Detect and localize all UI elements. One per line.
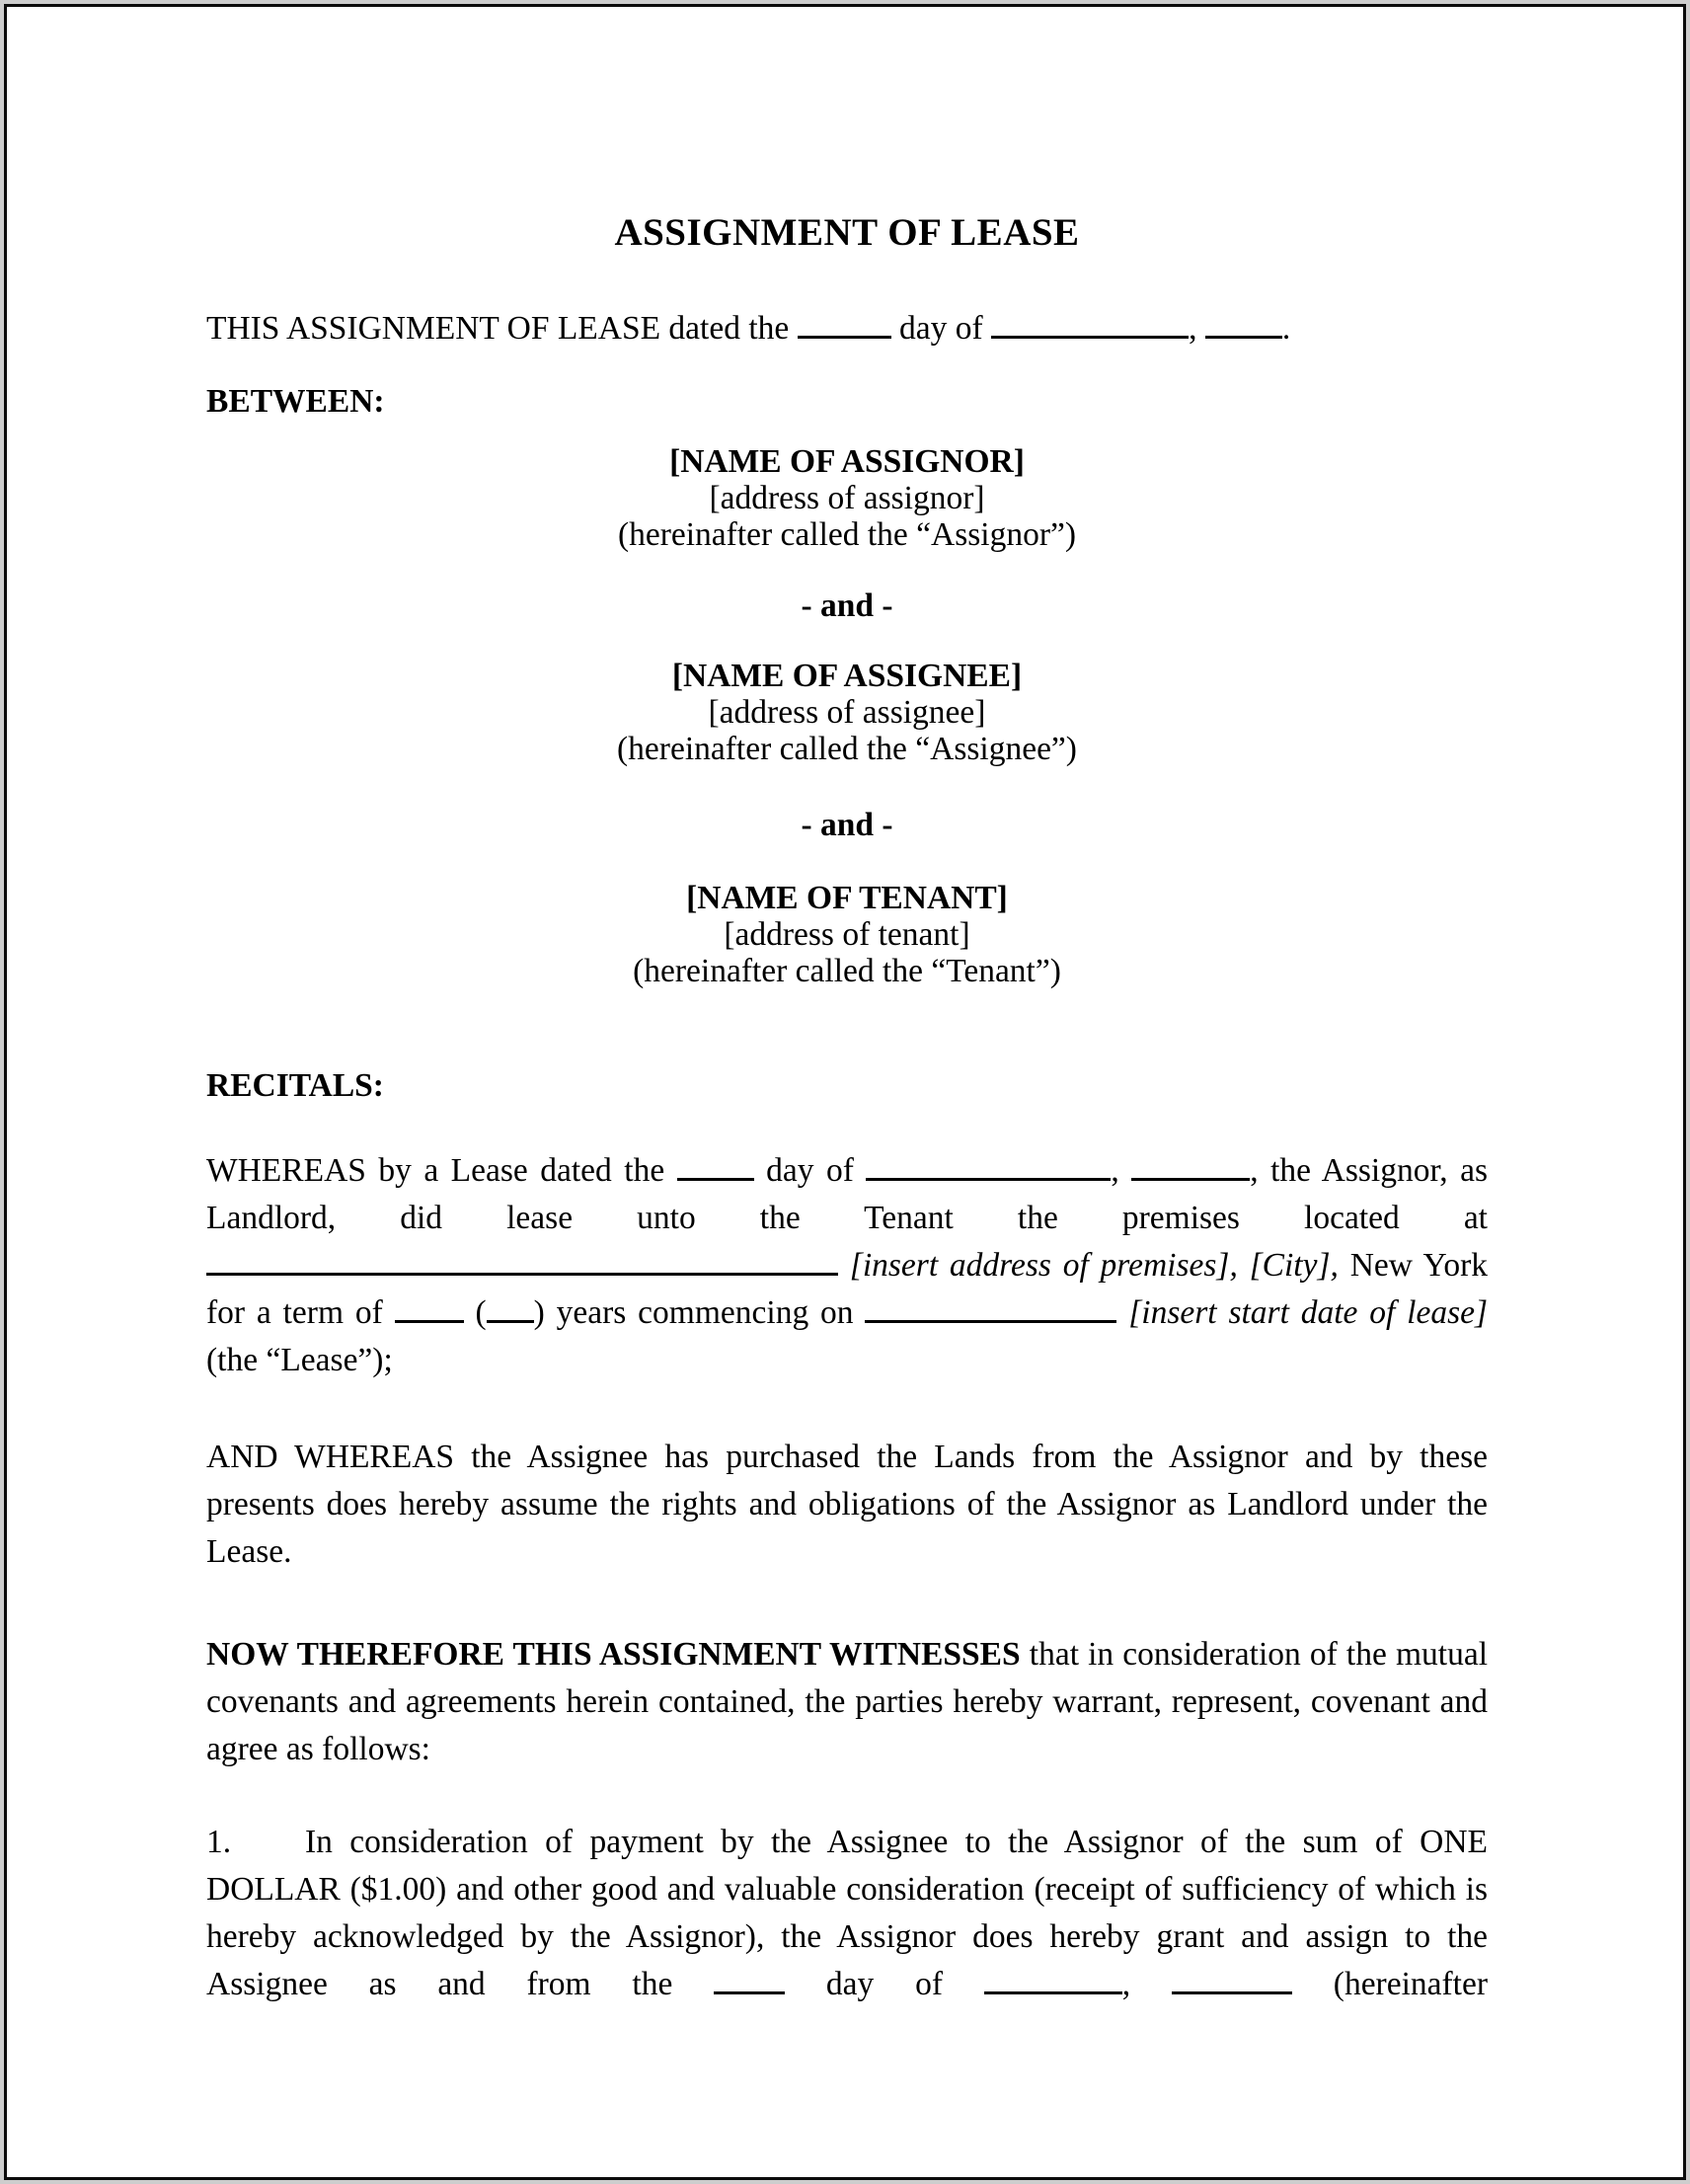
blank-line [714, 1961, 785, 1994]
text-run [838, 1247, 850, 1284]
blank-line [798, 305, 891, 339]
text-run: In consideration of payment by the Assignee to the Assignor of the sum of ONE DOLLAR ($1.00) and other good and valuable consideration (receipt of sufficiency of which is hereby acknowledged by the Assignor), the Assignor does hereby grant and assign to the Assignee as and from the [206, 1823, 1488, 2002]
blank-line [865, 1289, 1116, 1323]
assignor-hereinafter: (hereinafter called the “Assignor”) [617, 516, 1077, 553]
blank-line [1131, 1147, 1250, 1181]
blank-line [866, 1147, 1111, 1181]
clause-number: 1. [206, 1823, 232, 1860]
tenant-block [206, 880, 1488, 989]
text-run: day of [785, 1965, 984, 2002]
text-run: [insert address of premises], [City], [849, 1246, 1339, 1284]
page-border [4, 4, 1686, 2180]
blank-line [1172, 1961, 1292, 1994]
text-run: [insert start date of lease] [1128, 1293, 1489, 1331]
text-run [1116, 1294, 1128, 1331]
recitals-heading: RECITALS: [206, 1066, 384, 1104]
blank-line [395, 1289, 464, 1323]
assignee-address: [address of assignee] [708, 693, 986, 731]
text-run: (hereinafter [1291, 1965, 1488, 2002]
assignor-name: [NAME OF ASSIGNOR] [669, 443, 1025, 480]
assignee-name: [NAME OF ASSIGNEE] [671, 657, 1023, 694]
blank-line [984, 1961, 1122, 1994]
blank-line [677, 1147, 754, 1181]
text-run: , [1121, 1965, 1172, 2002]
and-separator-1: - and - [801, 587, 893, 624]
text-run: ) years commencing on [533, 1293, 866, 1331]
text-run: ( [463, 1293, 487, 1331]
blank-line [991, 305, 1189, 339]
between-label: BETWEEN: [206, 383, 385, 420]
and-whereas-clause [206, 1434, 1488, 1576]
text-run: THIS ASSIGNMENT OF LEASE dated the [206, 310, 798, 347]
blank-line [1205, 305, 1282, 339]
text-run: WHEREAS by a Lease dated the [206, 1151, 677, 1189]
text-run: . [1281, 310, 1291, 347]
assignee-block [206, 658, 1488, 767]
intro-clause [206, 305, 1488, 352]
blank-line [206, 1242, 838, 1276]
assignor-address: [address of assignor] [709, 480, 985, 516]
assignee-hereinafter: (hereinafter called the “Assignee”) [617, 730, 1077, 767]
and-separator-2: - and - [801, 806, 893, 843]
tenant-hereinafter: (hereinafter called the “Tenant”) [633, 952, 1061, 989]
text-run: New York for a term of [206, 1246, 1488, 1331]
text-run: , [1111, 1151, 1132, 1189]
text-run: that in consideration of the mutual covenants and agreements herein contained, the parties hereby warrant, represent, covenant and agree as follows: [206, 1635, 1488, 1767]
text-run: AND WHEREAS the Assignee has purchased the Lands from the Assignor and by these presents does hereby assume the rights and obligations of the Assignor as Landlord under the Lease. [206, 1438, 1488, 1570]
text-run: day of [890, 310, 992, 347]
assignor-block [206, 443, 1488, 553]
clause-1 [206, 1819, 1488, 2008]
now-therefore-clause [206, 1631, 1488, 1773]
text-run: (the “Lease”); [206, 1341, 393, 1378]
text-run: NOW THEREFORE THIS ASSIGNMENT WITNESSES [206, 1635, 1021, 1673]
tenant-address: [address of tenant] [724, 915, 970, 953]
text-run: day of [753, 1151, 867, 1189]
blank-line [487, 1289, 534, 1323]
text-run: , [1189, 310, 1205, 347]
whereas-clause [206, 1147, 1488, 1384]
text-run: , the Assignor, as Landlord, did lease unto the Tenant the premises located at [206, 1151, 1489, 1236]
document-title: ASSIGNMENT OF LEASE [614, 211, 1080, 254]
tenant-name: [NAME OF TENANT] [686, 879, 1008, 916]
